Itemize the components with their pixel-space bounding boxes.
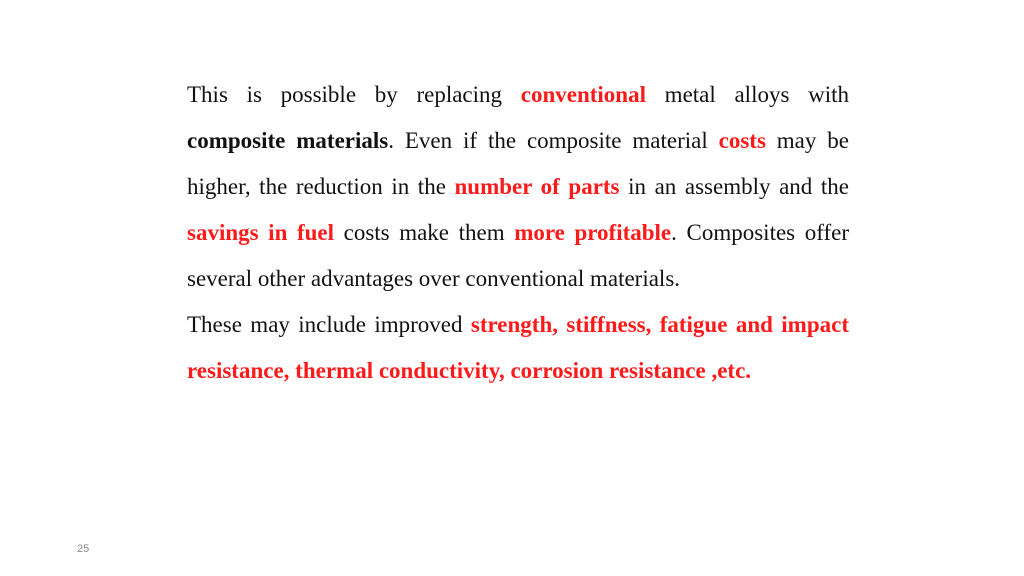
text-segment: . Even if the composite material [388, 128, 719, 153]
body-text [187, 72, 849, 394]
highlight-costs: costs [718, 128, 766, 153]
text-segment: . Composites offer several other advantages over conventional materials. [187, 220, 849, 291]
paragraph-advantages [187, 302, 849, 394]
paragraph-composites-intro [187, 72, 849, 302]
text-segment: may be higher, the reduction in the [187, 128, 849, 199]
highlight-more-profitable: more profitable [514, 220, 672, 245]
highlight-conventional: conventional [520, 82, 646, 107]
bold-composite-materials: composite materials [187, 128, 389, 153]
page-number: 25 [77, 543, 90, 555]
text-segment: costs make them [334, 220, 515, 245]
text-segment: in an assembly and the [619, 174, 849, 199]
highlight-savings-in-fuel: savings in fuel [187, 220, 335, 245]
text-segment: These may include improved [187, 312, 471, 337]
text-segment: This is possible by replacing [187, 82, 521, 107]
highlight-number-of-parts: number of parts [454, 174, 620, 199]
highlight-advantages-list: strength, stiffness, fatigue and impact resistance, thermal conductivity, corrosion resistance ,etc. [187, 312, 849, 383]
text-segment: metal alloys with [645, 82, 850, 107]
